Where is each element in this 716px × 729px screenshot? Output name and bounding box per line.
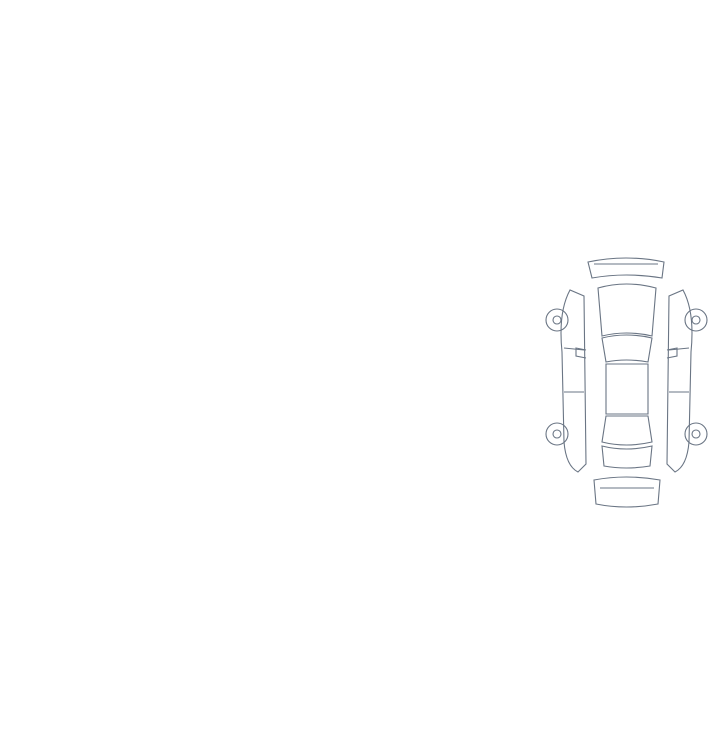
car-diagram	[540, 252, 713, 522]
vehicle-sketch	[540, 252, 713, 522]
